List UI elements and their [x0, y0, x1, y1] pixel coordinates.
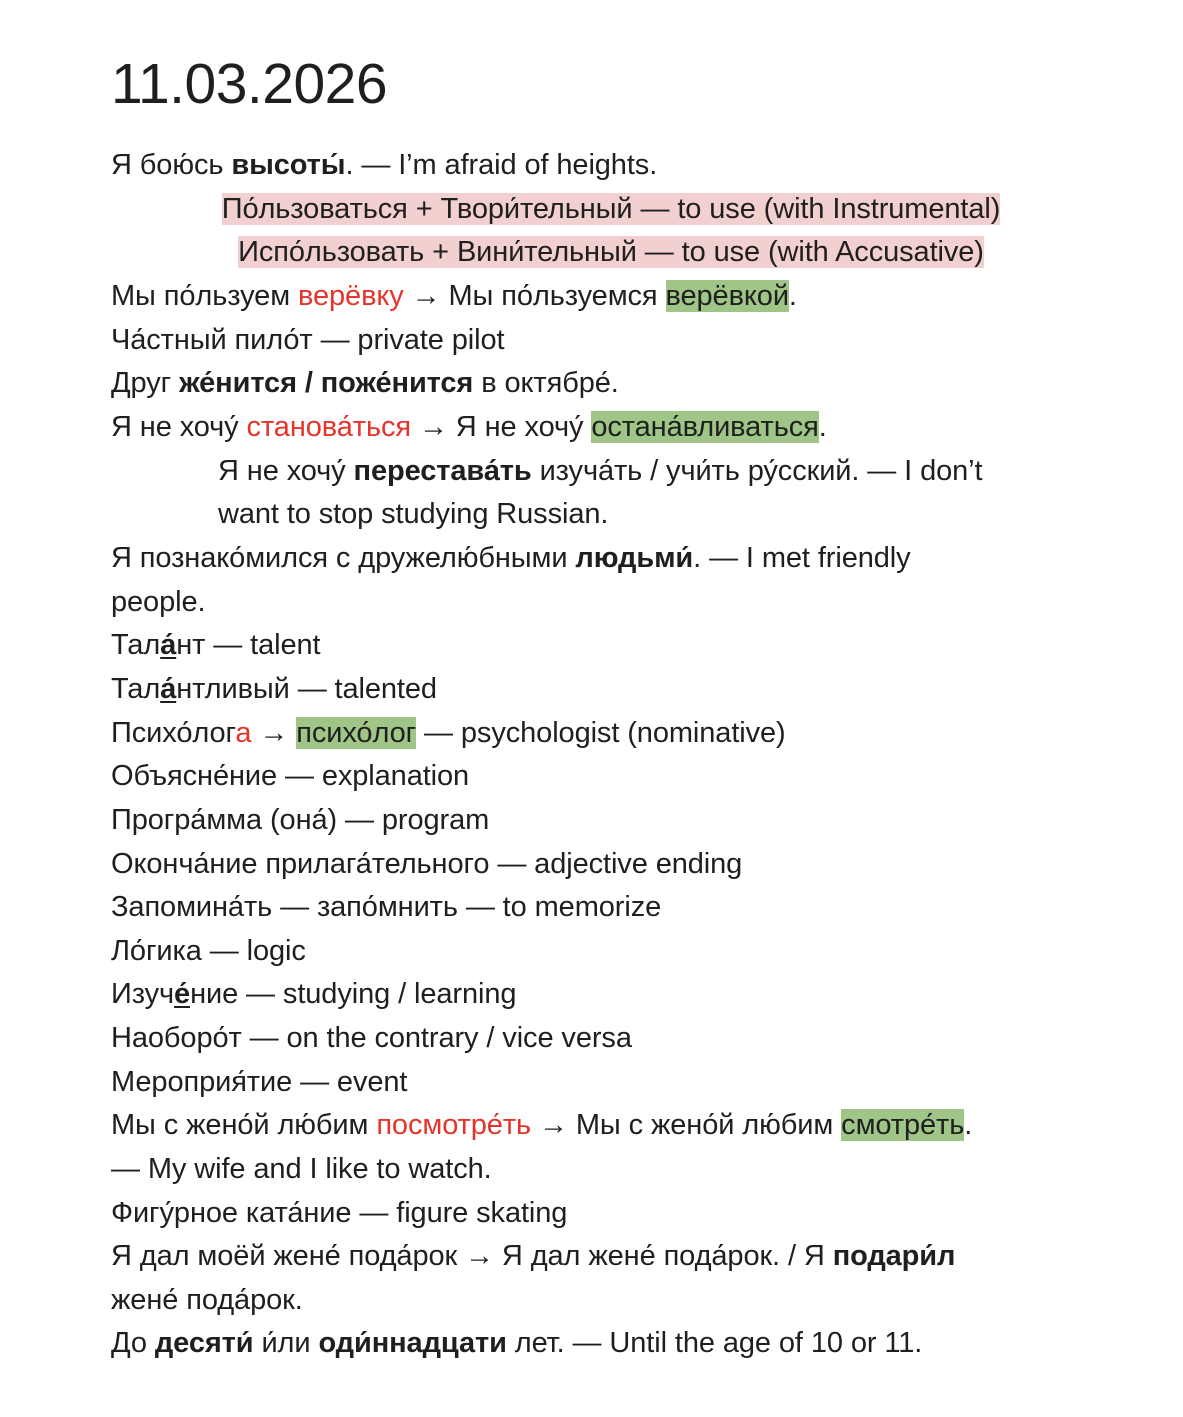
note-line-16: Програ́мма (она́) — program	[111, 804, 490, 836]
note-line-14: Психо́лога → психо́лог — psychologist (nominative)	[111, 717, 786, 749]
note-line-10: Я познако́мился с дружелю́бными людьми́. — I met friendly	[111, 542, 911, 574]
wrong-word: верёвку	[298, 280, 404, 312]
note-line-22: Мероприя́тие — event	[111, 1066, 408, 1098]
stress-mark: е́	[174, 978, 191, 1010]
note-line-24: — My wife and I like to watch.	[111, 1153, 492, 1185]
page-title: 11.03.2026	[111, 52, 388, 116]
note-line-3	[111, 230, 1111, 274]
note-line-28: До десяти́ и́ли оди́ннадцати лет. — Until the age of 10 or 11.	[111, 1327, 923, 1359]
note-line-8: Я не хочу́ перестава́ть изуча́ть / учи́ть ру́сский. — I don’t	[218, 455, 983, 487]
note-line-5: Ча́стный пило́т — private pilot	[111, 324, 505, 356]
note-line-2	[111, 187, 1111, 231]
note-line-21: Наоборо́т — on the contrary / vice versa	[111, 1022, 632, 1054]
wrong-word: посмотре́ть	[376, 1109, 532, 1141]
pink-highlight: Испо́льзовать + Вини́тельный — to use (with Accusative)	[238, 236, 984, 268]
note-line-23: Мы с жено́й лю́бим посмотре́ть → Мы с жено́й лю́бим смотре́ть.	[111, 1109, 973, 1141]
note-line-9: want to stop studying Russian.	[218, 498, 609, 530]
corrected-word: смотре́ть	[841, 1109, 965, 1141]
wrong-ending: а	[235, 717, 252, 749]
pink-highlight: По́льзоваться + Твори́тельный — to use (with Instrumental)	[221, 193, 1001, 225]
note-line-11: people.	[111, 586, 206, 618]
wrong-word: станова́ться	[246, 411, 411, 443]
note-line-13: Тала́нтливый — talented	[111, 673, 437, 705]
note-line-27: жене́ пода́рок.	[111, 1284, 303, 1316]
note-line-25: Фигу́рное ката́ние — figure skating	[111, 1197, 568, 1229]
note-line-20: Изуче́ние — studying / learning	[111, 978, 517, 1010]
note-line-4: Мы по́льзуем верёвку → Мы по́льзуемся верёвкой.	[111, 280, 797, 312]
note-line-6: Друг же́нится / поже́нится в октябре́.	[111, 367, 619, 399]
note-line-18: Запомина́ть — запо́мнить — to memorize	[111, 891, 662, 923]
note-line-17: Оконча́ние прилага́тельного — adjective ending	[111, 848, 743, 880]
note-line-15: Объясне́ние — explanation	[111, 760, 470, 792]
note-line-7: Я не хочу́ станова́ться → Я не хочу́ остана́вливаться.	[111, 411, 827, 443]
corrected-word: психо́лог	[296, 717, 417, 749]
stress-mark: а́	[160, 673, 177, 705]
corrected-word: верёвкой	[665, 280, 789, 312]
note-line-26: Я дал моёй жене́ пода́рок → Я дал жене́ пода́рок. / Я подари́л	[111, 1240, 956, 1272]
note-line-19: Ло́гика — logic	[111, 935, 306, 967]
corrected-word: остана́вливаться	[591, 411, 819, 443]
note-line-1: Я бою́сь высоты́. — I’m afraid of heights.	[111, 149, 658, 181]
stress-mark: а́	[160, 629, 177, 661]
note-line-12: Тала́нт — talent	[111, 629, 321, 661]
